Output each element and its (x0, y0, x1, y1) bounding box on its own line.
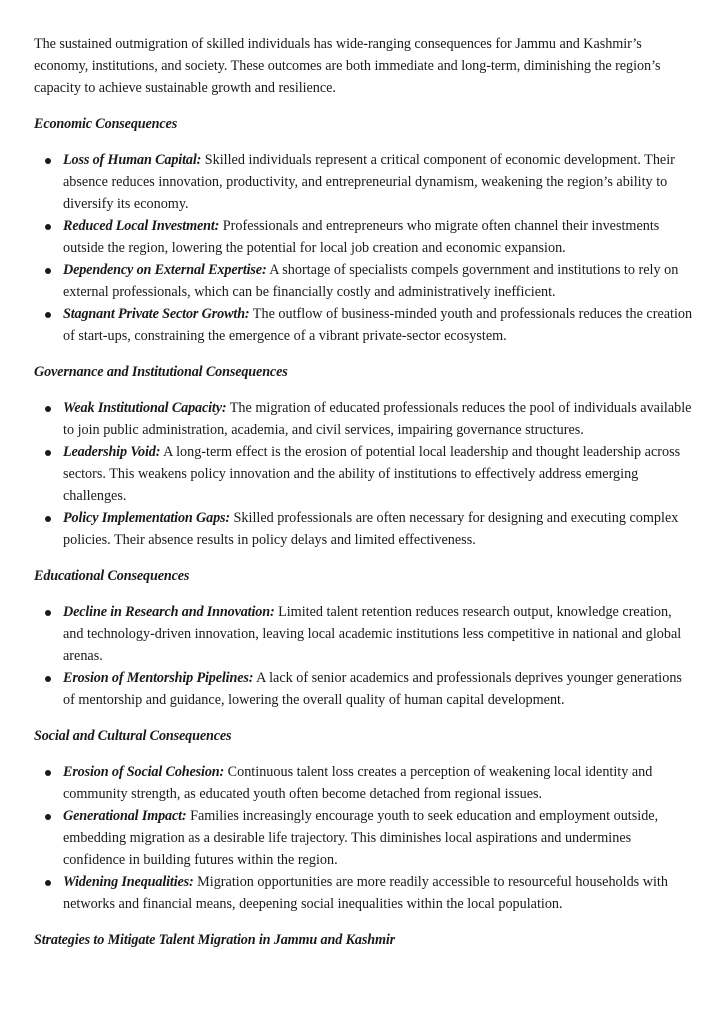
bullet-list (34, 397, 694, 551)
bullet-list (34, 601, 694, 711)
item-term: Leadership Void: (63, 444, 161, 460)
bullet-icon (45, 770, 51, 776)
item-term: Loss of Human Capital: (63, 152, 202, 168)
list-item (34, 215, 694, 259)
section-heading: Social and Cultural Consequences (34, 728, 232, 744)
bullet-icon (45, 406, 51, 412)
section-heading-strategies: Strategies to Mitigate Talent Migration in Jammu and Kashmir (34, 932, 396, 948)
bullet-icon (45, 880, 51, 886)
item-text: A shortage of specialists compels government and institutions to rely on external professionals, which can be financially costly and administratively inefficient. (63, 262, 679, 300)
bullet-icon (45, 268, 51, 274)
item-text: Skilled professionals are often necessary for designing and executing complex policies. Their absence results in policy delays and limited effectiveness. (63, 510, 679, 548)
bullet-icon (45, 312, 51, 318)
list-item (34, 149, 694, 215)
list-item (34, 259, 694, 303)
item-text: A lack of senior academics and professionals deprives younger generations of mentorship and guidance, lowering the overall quality of human capital development. (63, 670, 682, 708)
section-economic-consequences (34, 113, 694, 347)
section-heading: Economic Consequences (34, 116, 178, 132)
section-heading: Educational Consequences (34, 568, 190, 584)
section-educational-consequences (34, 565, 694, 711)
item-text: Professionals and entrepreneurs who migrate often channel their investments outside the region, lowering the potential for local job creation and economic expansion. (63, 218, 660, 256)
list-item (34, 601, 694, 667)
list-item (34, 507, 694, 551)
list-item (34, 805, 694, 871)
item-text: Skilled individuals represent a critical component of economic development. Their absence reduces innovation, productivity, and entrepreneurial dynamism, weakening the region’s ability to diversify its economy. (63, 152, 675, 212)
item-term: Generational Impact: (63, 808, 187, 824)
item-term: Erosion of Mentorship Pipelines: (63, 670, 254, 686)
item-text: The outflow of business-minded youth and professionals reduces the creation of start-ups, constraining the emergence of a vibrant private-sector ecosystem. (63, 306, 693, 344)
intro-paragraph: The sustained outmigration of skilled individuals has wide-ranging consequences for Jammu and Kashmir’s economy, institutions, and society. These outcomes are both immediate and long-term, diminishing the region’s capacity to achieve sustainable growth and resilience. (34, 36, 661, 96)
bullet-icon (45, 224, 51, 230)
list-item (34, 441, 694, 507)
item-term: Widening Inequalities: (63, 874, 194, 890)
item-text: Families increasingly encourage youth to seek education and employment outside, embedding migration as a desirable life trajectory. This diminishes local aspirations and undermines confidence in building futures within the region. (63, 808, 659, 868)
bullet-icon (45, 450, 51, 456)
item-term: Weak Institutional Capacity: (63, 400, 227, 416)
bullet-icon (45, 814, 51, 820)
bullet-icon (45, 676, 51, 682)
item-term: Decline in Research and Innovation: (63, 604, 275, 620)
item-text: Migration opportunities are more readily accessible to resourceful households with networks and financial means, deepening social inequalities within the local population. (63, 874, 668, 912)
list-item (34, 397, 694, 441)
item-text: The migration of educated professionals reduces the pool of individuals available to join public administration, academia, and civil services, impairing governance structures. (63, 400, 692, 438)
item-text: Continuous talent loss creates a perception of weakening local identity and community strength, as educated youth often become detached from regional issues. (63, 764, 653, 802)
item-term: Dependency on External Expertise: (63, 262, 267, 278)
bullet-list (34, 761, 694, 915)
list-item (34, 303, 694, 347)
item-text: Limited talent retention reduces research output, knowledge creation, and technology-driven innovation, leaving local academic institutions less competitive in national and global arenas. (63, 604, 682, 664)
item-text: A long-term effect is the erosion of potential local leadership and thought leadership across sectors. This weakens policy innovation and the ability of institutions to effectively address emerging challenges. (63, 444, 681, 504)
section-social-cultural-consequences (34, 725, 694, 915)
list-item (34, 667, 694, 711)
section-governance-consequences (34, 361, 694, 551)
item-term: Erosion of Social Cohesion: (63, 764, 225, 780)
list-item (34, 871, 694, 915)
bullet-list (34, 149, 694, 347)
item-term: Stagnant Private Sector Growth: (63, 306, 250, 322)
list-item (34, 761, 694, 805)
bullet-icon (45, 158, 51, 164)
section-heading: Governance and Institutional Consequences (34, 364, 288, 380)
bullet-icon (45, 610, 51, 616)
bullet-icon (45, 516, 51, 522)
item-term: Policy Implementation Gaps: (63, 510, 230, 526)
item-term: Reduced Local Investment: (63, 218, 220, 234)
